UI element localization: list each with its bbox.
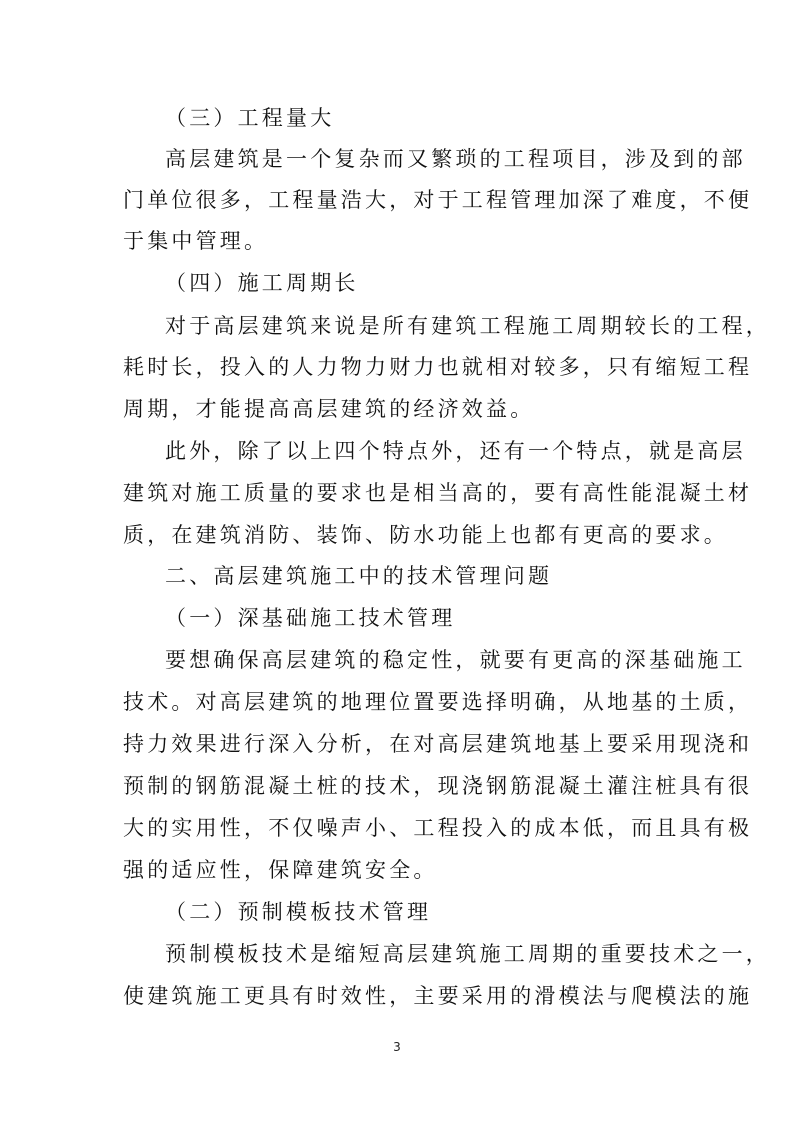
subheading-construction-period: （四）施工周期长: [165, 271, 359, 295]
paragraph-line: 大的实用性，不仅噪声小、工程投入的成本低，而且具有极: [123, 816, 753, 840]
paragraph-line: 强的适应性，保障建筑安全。: [123, 858, 438, 882]
paragraph-line: 预制模板技术是缩短高层建筑施工周期的重要技术之一，: [165, 942, 770, 966]
paragraph-line: 技术。对高层建筑的地理位置要选择明确，从地基的土质，: [123, 690, 753, 714]
paragraph-line: 要想确保高层建筑的稳定性，就要有更高的深基础施工: [165, 648, 746, 672]
subheading-project-volume: （三）工程量大: [165, 106, 335, 130]
paragraph-line: 对于高层建筑来说是所有建筑工程施工周期较长的工程，: [165, 314, 770, 338]
subheading-deep-foundation: （一）深基础施工技术管理: [165, 606, 456, 630]
section-heading: 二、高层建筑施工中的技术管理问题: [165, 564, 553, 588]
paragraph-line: 质，在建筑消防、装饰、防水功能上也都有更高的要求。: [123, 523, 728, 547]
subheading-precast-formwork: （二）预制模板技术管理: [165, 900, 432, 924]
paragraph-line: 使建筑施工更具有时效性，主要采用的滑模法与爬模法的施: [123, 984, 753, 1008]
paragraph-line: 高层建筑是一个复杂而又繁琐的工程项目，涉及到的部: [165, 147, 746, 171]
paragraph-line: 门单位很多，工程量浩大，对于工程管理加深了难度，不便: [123, 188, 753, 212]
page-number: 3: [393, 1040, 401, 1054]
paragraph-line: 建筑对施工质量的要求也是相当高的，要有高性能混凝土材: [123, 481, 753, 505]
paragraph-line: 此外，除了以上四个特点外，还有一个特点，就是高层: [165, 439, 746, 463]
paragraph-line: 耗时长，投入的人力物力财力也就相对较多，只有缩短工程: [123, 355, 753, 379]
paragraph-line: 周期，才能提高高层建筑的经济效益。: [123, 397, 535, 421]
paragraph-line: 持力效果进行深入分析，在对高层建筑地基上要采用现浇和: [123, 732, 753, 756]
paragraph-line: 于集中管理。: [123, 229, 269, 253]
paragraph-line: 预制的钢筋混凝土桩的技术，现浇钢筋混凝土灌注桩具有很: [123, 774, 753, 798]
